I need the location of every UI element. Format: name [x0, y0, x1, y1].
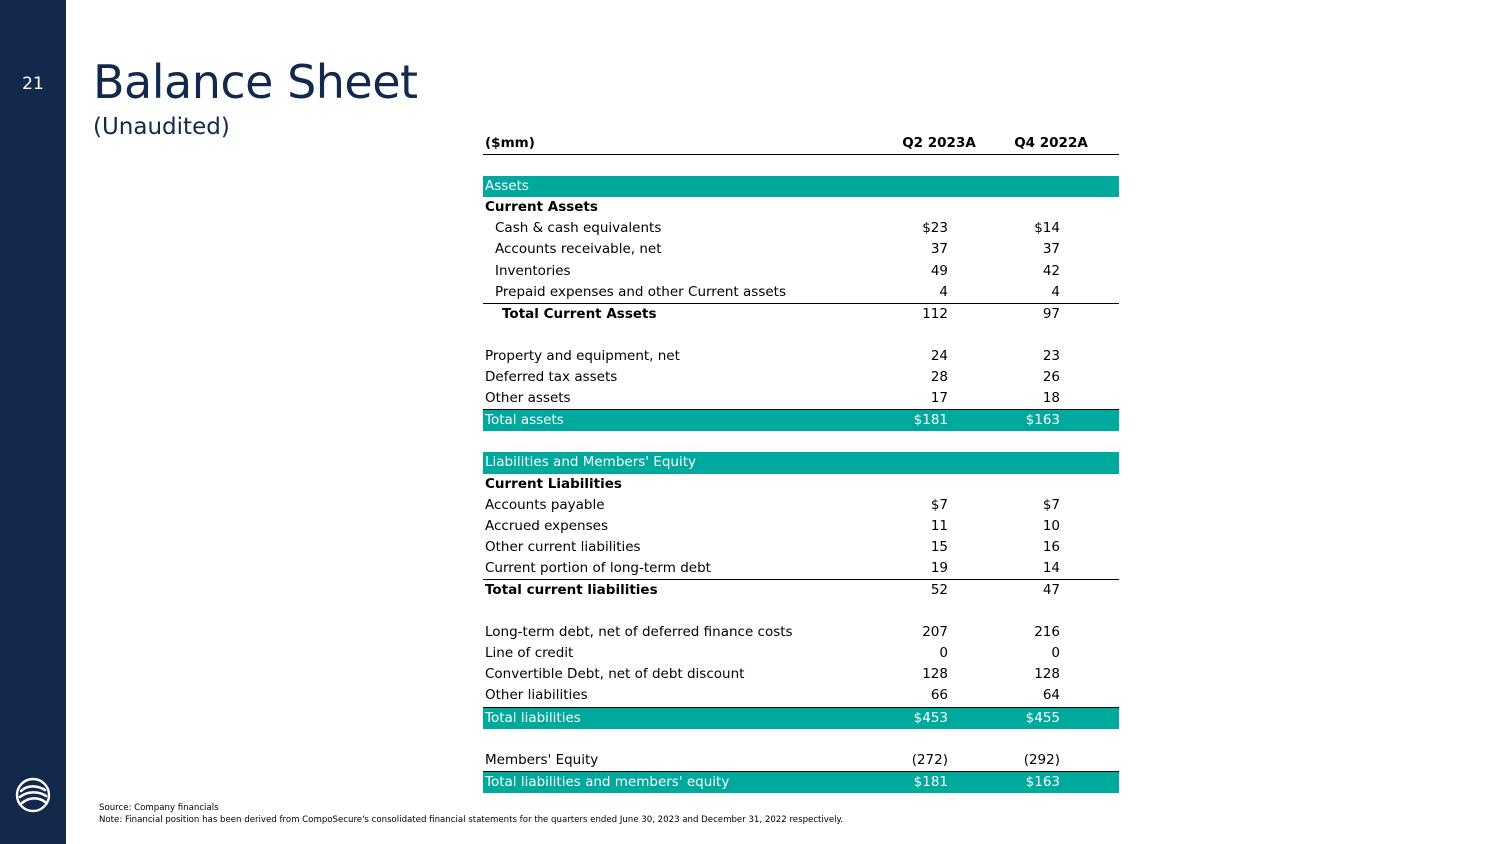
value-q2-2023: 28: [930, 369, 948, 386]
value-q2-2023: 0: [939, 645, 948, 662]
page-number: 21: [22, 74, 44, 94]
row-label: Members' Equity: [485, 751, 599, 768]
value-q2-2023: 49: [930, 262, 948, 279]
row-label: Total Current Assets: [502, 305, 657, 322]
value-q2-2023: $181: [913, 412, 948, 429]
section-liabilities-equity: [483, 452, 1119, 473]
table-row: [483, 388, 1119, 410]
value-q4-2022: 18: [1042, 390, 1060, 407]
row-label: Convertible Debt, net of debt discount: [485, 666, 745, 683]
total-liabilities-equity-row: [483, 772, 1119, 793]
value-q2-2023: 19: [930, 559, 948, 576]
value-q4-2022: 37: [1042, 241, 1060, 258]
value-q4-2022: 42: [1042, 262, 1060, 279]
value-q2-2023: 37: [930, 241, 948, 258]
value-q4-2022: 16: [1042, 538, 1060, 555]
value-q2-2023: 17: [930, 390, 948, 407]
page-title: Balance Sheet: [93, 55, 418, 109]
table-row: [483, 537, 1119, 558]
value-q2-2023: 15: [930, 538, 948, 555]
table-row: [483, 218, 1119, 239]
row-label: Inventories: [495, 262, 571, 279]
row-label: Total current liabilities: [485, 581, 658, 598]
value-q4-2022: 10: [1042, 517, 1060, 534]
row-label: Line of credit: [485, 645, 574, 662]
value-q4-2022: $163: [1025, 412, 1060, 429]
value-q4-2022: 0: [1051, 645, 1060, 662]
spacer-row: [483, 431, 1119, 452]
value-q2-2023: $7: [930, 496, 948, 513]
total-current-liabilities-row: [483, 580, 1119, 601]
source-note: Source: Company financials: [99, 803, 219, 813]
compo-logo-icon: [15, 777, 51, 813]
value-q2-2023: 207: [922, 624, 948, 641]
row-label: Total liabilities: [485, 709, 581, 726]
row-label: Property and equipment, net: [485, 347, 680, 364]
table-row: [483, 664, 1119, 685]
value-q4-2022: 216: [1034, 624, 1060, 641]
row-label: Total assets: [485, 412, 564, 429]
balance-sheet-table: [483, 133, 1119, 793]
value-q2-2023: 112: [922, 305, 948, 322]
value-q4-2022: 97: [1042, 305, 1060, 322]
table-row: [483, 685, 1119, 707]
page-subtitle: (Unaudited): [93, 114, 230, 140]
header-q4-2022: Q4 2022A: [1014, 135, 1088, 151]
spacer-row: [483, 325, 1119, 346]
header-units: ($mm): [485, 135, 535, 151]
value-q4-2022: 26: [1042, 369, 1060, 386]
table-row: [483, 643, 1119, 664]
footnotes: [99, 803, 843, 826]
value-q4-2022: $163: [1025, 773, 1060, 790]
row-label: Liabilities and Members' Equity: [485, 454, 696, 471]
value-q2-2023: $453: [913, 709, 948, 726]
row-label: Current Assets: [485, 199, 598, 216]
value-q4-2022: 64: [1042, 687, 1060, 704]
section-assets: [483, 176, 1119, 197]
value-q2-2023: 24: [930, 347, 948, 364]
total-assets-row: [483, 410, 1119, 431]
row-label: Other liabilities: [485, 687, 588, 704]
row-label: Accounts payable: [485, 496, 605, 513]
row-label: Long-term debt, net of deferred finance costs: [485, 624, 793, 641]
value-q4-2022: $14: [1034, 220, 1060, 237]
table-row: [483, 346, 1119, 367]
subsection-current-assets: [483, 197, 1119, 218]
row-label: Accounts receivable, net: [495, 241, 662, 258]
spacer-row: [483, 729, 1119, 750]
value-q4-2022: 4: [1051, 283, 1060, 300]
value-q4-2022: 23: [1042, 347, 1060, 364]
subsection-current-liabilities: [483, 474, 1119, 495]
value-q2-2023: $23: [922, 220, 948, 237]
value-q2-2023: 11: [930, 517, 948, 534]
table-header: [483, 133, 1119, 155]
row-label: Prepaid expenses and other Current assets: [495, 283, 786, 300]
value-q4-2022: (292): [1023, 751, 1060, 768]
table-row: [483, 239, 1119, 260]
table-row: [483, 261, 1119, 282]
row-label: Cash & cash equivalents: [495, 220, 662, 237]
table-row: [483, 558, 1119, 580]
spacer-row: [483, 601, 1119, 622]
table-row: [483, 495, 1119, 516]
row-label: Total liabilities and members' equity: [485, 773, 730, 790]
value-q4-2022: $7: [1042, 496, 1060, 513]
value-q4-2022: 14: [1042, 559, 1060, 576]
value-q2-2023: 66: [930, 687, 948, 704]
header-q2-2023: Q2 2023A: [902, 135, 976, 151]
value-q2-2023: 4: [939, 283, 948, 300]
value-q4-2022: 47: [1042, 581, 1060, 598]
table-row: [483, 367, 1119, 388]
table-row: [483, 622, 1119, 643]
row-label: Other current liabilities: [485, 538, 641, 555]
row-label: Current Liabilities: [485, 475, 622, 492]
table-row: [483, 750, 1119, 772]
value-q2-2023: (272): [911, 751, 948, 768]
total-current-assets-row: [483, 304, 1119, 325]
row-label: Deferred tax assets: [485, 369, 618, 386]
table-row: [483, 282, 1119, 304]
spacer-row: [483, 155, 1119, 176]
value-q2-2023: $181: [913, 773, 948, 790]
disclaimer-note: Note: Financial position has been derived from CompoSecure's consolidated financial statements for the quarters ended June 30, 2023 and December 31, 2022 respectively.: [99, 814, 844, 825]
value-q4-2022: $455: [1025, 709, 1060, 726]
row-label: Assets: [485, 178, 529, 195]
value-q4-2022: 128: [1034, 666, 1060, 683]
row-label: Other assets: [485, 390, 571, 407]
row-label: Current portion of long-term debt: [485, 559, 711, 576]
value-q2-2023: 128: [922, 666, 948, 683]
value-q2-2023: 52: [930, 581, 948, 598]
row-label: Accrued expenses: [485, 517, 608, 534]
table-row: [483, 516, 1119, 537]
sidebar: [0, 0, 66, 844]
total-liabilities-row: [483, 708, 1119, 729]
